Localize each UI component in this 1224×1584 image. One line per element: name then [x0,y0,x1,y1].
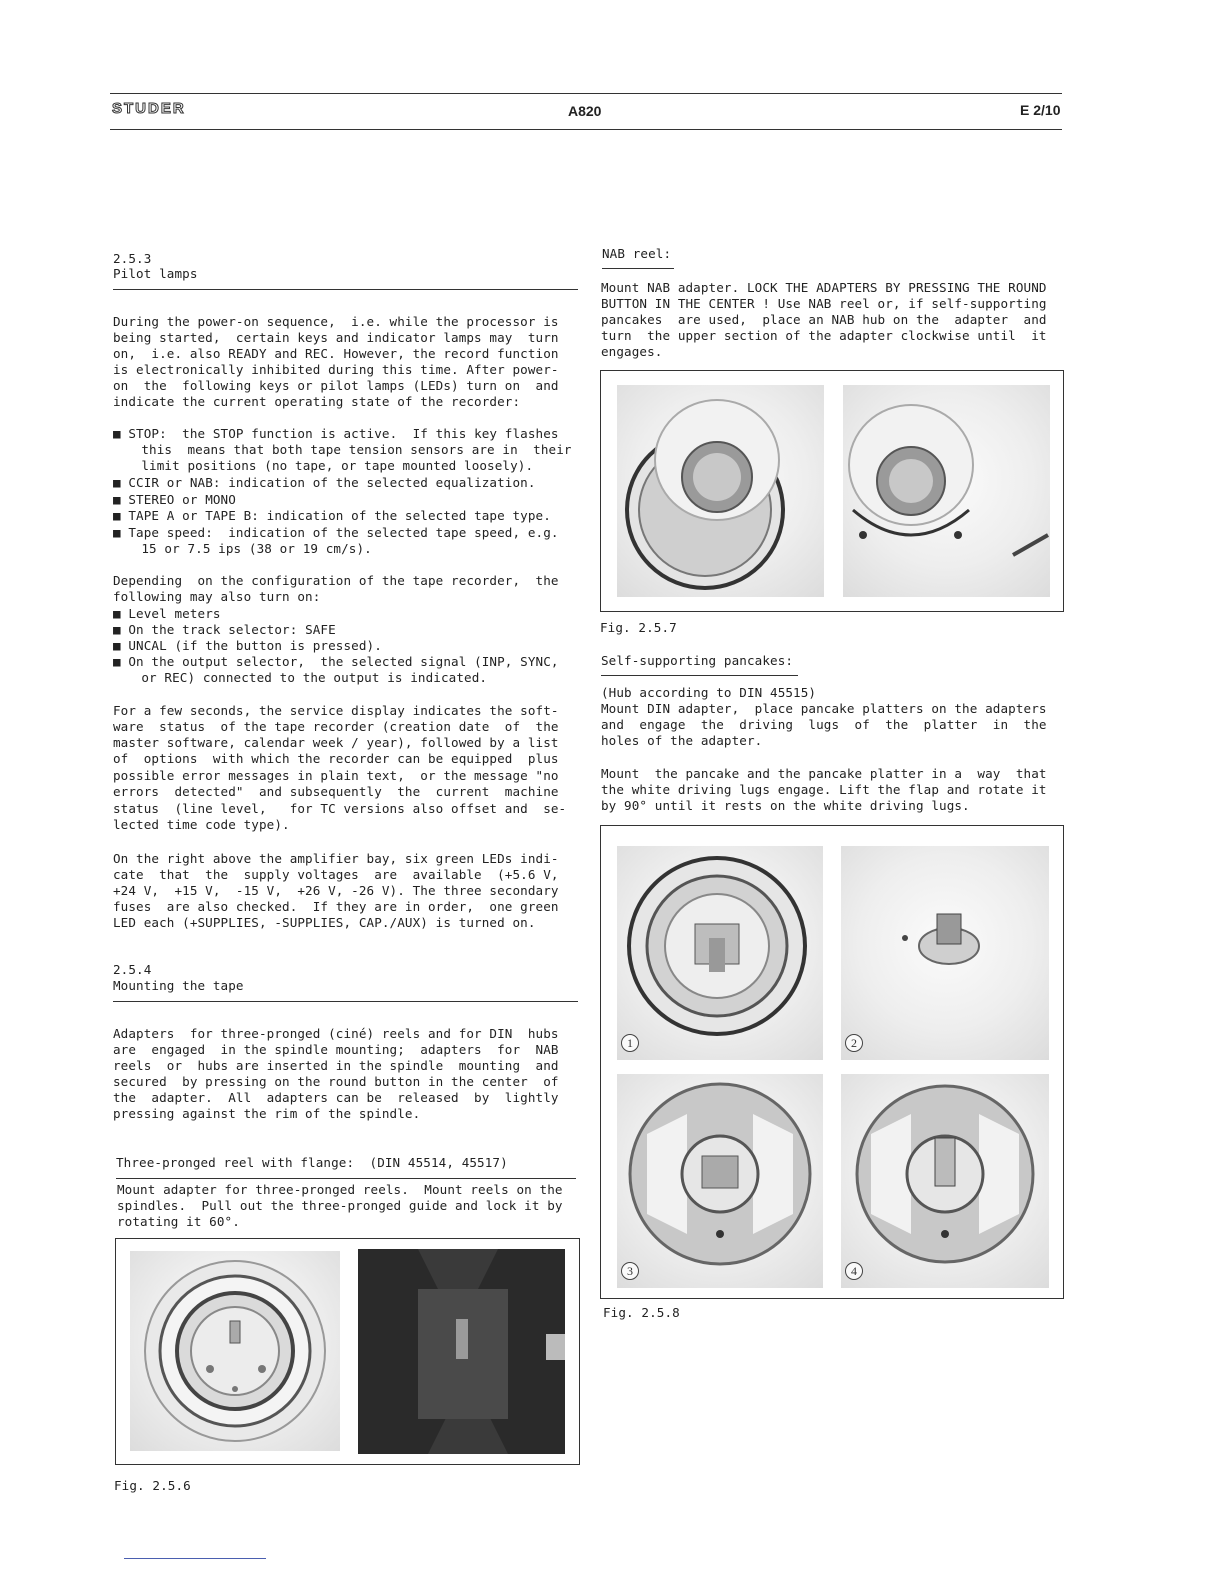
text-line: pancakes are used, place an NAB hub on the adapter and [601,312,1047,327]
pancake-platter-image [617,1074,823,1288]
bullet-continuation: 15 or 7.5 ips (38 or 19 cm/s). [126,541,372,556]
text-line: the adapter. All adapters can be released by lightly [113,1090,559,1105]
pancake-platter-locked-image [841,1074,1049,1288]
section-rule [113,289,578,290]
bullet-continuation: limit positions (no tape, or tape mounted loosely). [126,458,534,473]
text-line: errors detected" and subsequently the current machine [113,784,559,799]
text-line: holes of the adapter. [601,733,763,748]
text-line: fuses are also checked. If they are in order, one green [113,899,559,914]
text-line: of options with which the recorder can be equipped plus [113,751,559,766]
figure-photo [130,1251,340,1451]
section-number-2-5-3: 2.5.3 [113,251,152,266]
text-line: on, i.e. also READY and REC. However, the record function [113,346,559,361]
text-line: master software, calendar week / year), followed by a list [113,735,559,750]
text-line: spindles. Pull out the three-pronged guide and lock it by [117,1198,563,1213]
bullet-item: ■ Tape speed: indication of the selected tape speed, e.g. [113,525,559,540]
footer-rule [124,1558,266,1559]
text-line: possible error messages in plain text, or the message "no [113,768,559,783]
text-line: being started, certain keys and indicator lamps may turn [113,330,559,345]
text-line: status (line level, for TC versions also offset and se- [113,801,567,816]
three-pronged-adapter-image [130,1251,340,1451]
subheading-nab-reel: NAB reel: [602,246,672,261]
text-line: (Hub according to DIN 45515) [601,685,817,700]
bullet-item: ■ STOP: the STOP function is active. If this key flashes [113,426,559,441]
figure-photo [617,1074,823,1288]
bullet-item: ■ Level meters [113,606,221,621]
text-line: reels or hubs are inserted in the spindle mounting and [113,1058,559,1073]
text-line: +24 V, +15 V, -15 V, +26 V, -26 V). The three secondary [113,883,559,898]
figure-photo [841,1074,1049,1288]
subheading-rule [602,268,674,269]
bullet-item: ■ UNCAL (if the button is pressed). [113,638,382,653]
text-line: Mount DIN adapter, place pancake platters on the adapters [601,701,1047,716]
din-adapter-image [617,846,823,1060]
bullet-item: ■ On the output selector, the selected signal (INP, SYNC, [113,654,559,669]
figure-photo [358,1249,565,1454]
figure-caption-2-5-6: Fig. 2.5.6 [114,1478,191,1493]
text-line: Depending on the configuration of the tape recorder, the [113,573,559,588]
figure-number-label: 3 [621,1262,639,1280]
text-line: LED each (+SUPPLIES, -SUPPLIES, CAP./AUX) is turned on. [113,915,536,930]
section-title-mounting: Mounting the tape [113,978,244,993]
text-line: following may also turn on: [113,589,321,604]
figure-number-label: 1 [621,1034,639,1052]
text-line: For a few seconds, the service display indicates the soft- [113,703,559,718]
text-line: cate that the supply voltages are available (+5.6 V, [113,867,559,882]
bullet-continuation: this means that both tape tension sensors are in their [126,442,572,457]
header-top-rule [110,93,1062,94]
studer-logo: STUDER [112,100,186,117]
nab-adapter-locked-image [843,385,1050,597]
text-line: by 90° until it rests on the white driving lugs. [601,798,970,813]
figure-caption-2-5-8: Fig. 2.5.8 [603,1305,680,1320]
text-line: On the right above the amplifier bay, six green LEDs indi- [113,851,559,866]
three-pronged-reel-image [358,1249,565,1454]
bullet-item: ■ On the track selector: SAFE [113,622,336,637]
din-hub-image [841,846,1049,1060]
section-title-pilot-lamps: Pilot lamps [113,266,198,281]
subheading-three-pronged: Three-pronged reel with flange: (DIN 45514, 45517) [116,1155,508,1170]
text-line: on the following keys or pilot lamps (LEDs) turn on and [113,378,559,393]
section-number-2-5-4: 2.5.4 [113,962,152,977]
page-number: E 2/10 [1020,102,1061,118]
figure-photo [841,846,1049,1060]
figure-2-5-7-frame [600,370,1064,612]
text-line: secured by pressing on the round button in the center of [113,1074,559,1089]
text-line: turn the upper section of the adapter clockwise until it [601,328,1047,343]
bullet-item: ■ TAPE A or TAPE B: indication of the selected tape type. [113,508,551,523]
text-line: engages. [601,344,663,359]
text-line: indicate the current operating state of the recorder: [113,394,521,409]
text-line: and engage the driving lugs of the platter in the [601,717,1047,732]
bullet-continuation: or REC) connected to the output is indicated. [126,670,488,685]
subheading-self-supporting: Self-supporting pancakes: [601,653,794,668]
header-bottom-rule [110,129,1062,130]
text-line: lected time code type). [113,817,290,832]
text-line: the white driving lugs engage. Lift the flap and rotate it [601,782,1047,797]
bullet-item: ■ CCIR or NAB: indication of the selected equalization. [113,475,536,490]
text-line: pressing against the rim of the spindle. [113,1106,421,1121]
text-line: ware status of the tape recorder (creation date of the [113,719,559,734]
figure-number-label: 4 [845,1262,863,1280]
text-line: Mount NAB adapter. LOCK THE ADAPTERS BY PRESSING THE ROUND [601,280,1047,295]
text-line: is electronically inhibited during this time. After power- [113,362,559,377]
text-line: rotating it 60°. [117,1214,240,1229]
figure-photo [617,846,823,1060]
text-line: Adapters for three-pronged (ciné) reels and for DIN hubs [113,1026,559,1041]
text-line: Mount the pancake and the pancake platter in a way that [601,766,1047,781]
model-name: A820 [568,103,602,119]
nab-adapter-image [617,385,824,597]
text-line: are engaged in the spindle mounting; adapters for NAB [113,1042,559,1057]
text-line: Mount adapter for three-pronged reels. Mount reels on the [117,1182,563,1197]
figure-photo [617,385,824,597]
section-rule [113,1001,578,1002]
bullet-item: ■ STEREO or MONO [113,492,236,507]
text-line: BUTTON IN THE CENTER ! Use NAB reel or, if self-supporting [601,296,1047,311]
subheading-rule [116,1178,576,1179]
figure-caption-2-5-7: Fig. 2.5.7 [600,620,677,635]
figure-2-5-6-frame [115,1238,580,1465]
figure-number-label: 2 [845,1034,863,1052]
subheading-rule [601,675,798,676]
figure-2-5-8-frame [600,825,1064,1299]
text-line: During the power-on sequence, i.e. while the processor is [113,314,559,329]
figure-photo [843,385,1050,597]
